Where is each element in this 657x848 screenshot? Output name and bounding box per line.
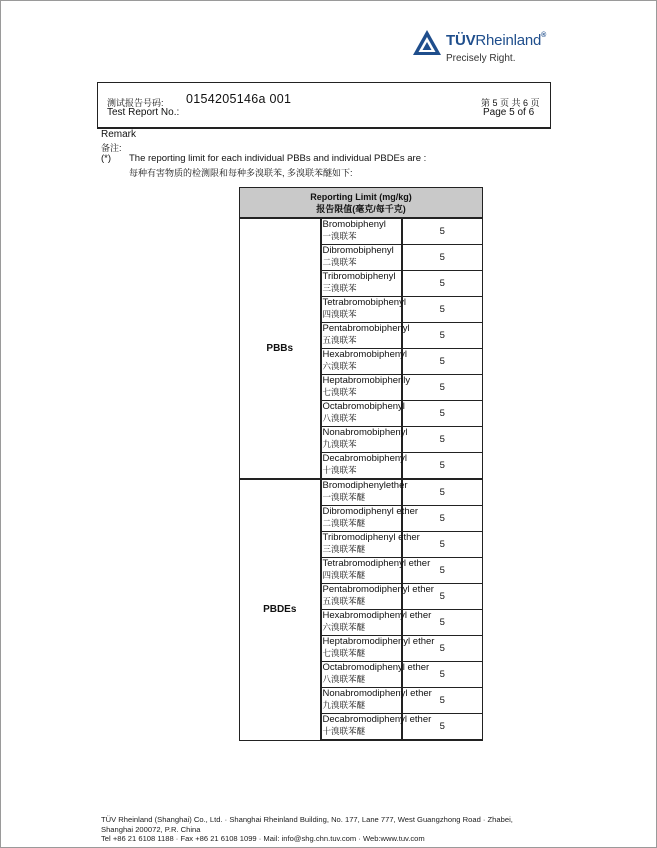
substance-name-en: Hexabromobiphenyl <box>322 349 407 360</box>
substance-name-en: Hexabromodiphenyl ether <box>322 610 432 621</box>
limit-value: 5 <box>402 584 483 610</box>
substance-name-cn: 一溴联苯醚 <box>322 491 366 502</box>
substance-name-en: Pentabromodiphenyl ether <box>322 584 434 595</box>
report-no-label-cn: 测试报告号码: <box>107 98 164 108</box>
logo-brand-rest: Rheinland <box>475 32 542 49</box>
table-header <box>240 188 483 219</box>
substance-cell <box>321 610 432 636</box>
logo-slogan: Precisely Right. <box>446 53 516 64</box>
substance-name-en: Dibromobiphenyl <box>322 245 394 256</box>
substance-name-en: Octabromodiphenyl ether <box>322 662 430 673</box>
substance-cell <box>321 532 420 558</box>
remark-title-en: Remark <box>101 129 137 140</box>
substance-name-en: Decabromodiphenyl ether <box>322 714 432 725</box>
substance-name-en: Pentabromobiphenyl <box>322 323 410 334</box>
substance-name-en: Nonabromobiphenyl <box>322 427 408 438</box>
group-label: PBBs <box>240 218 321 479</box>
substance-name-en: Bromodiphenylether <box>322 480 408 491</box>
substance-name-cn: 四溴联苯 <box>322 308 357 319</box>
substance-cell <box>321 479 408 506</box>
limit-value: 5 <box>402 688 483 714</box>
limit-value: 5 <box>402 349 483 375</box>
substance-name-en: Tetrabromodiphenyl ether <box>322 558 431 569</box>
substance-name-cn: 六溴联苯醚 <box>322 621 366 632</box>
limit-value: 5 <box>402 375 483 401</box>
substance-cell <box>321 558 431 584</box>
substance-name-cn: 七溴联苯醚 <box>322 647 366 658</box>
substance-cell <box>321 714 432 741</box>
limit-value: 5 <box>402 662 483 688</box>
substance-name-cn: 九溴联苯 <box>322 438 357 449</box>
substance-name-cn: 二溴联苯 <box>322 256 357 267</box>
group-label: PBDEs <box>240 479 321 740</box>
footer <box>101 815 513 844</box>
limit-value: 5 <box>402 323 483 349</box>
substance-name-cn: 九溴联苯醚 <box>322 699 366 710</box>
substance-cell <box>321 506 419 532</box>
substance-name-cn: 三溴联苯醚 <box>322 543 366 554</box>
substance-name-cn: 八溴联苯醚 <box>322 673 366 684</box>
substance-name-cn: 八溴联苯 <box>322 412 357 423</box>
substance-cell <box>321 427 408 453</box>
remark-asterisk: (*) <box>101 153 112 164</box>
substance-name-en: Heptabromobiphenly <box>322 375 411 386</box>
substance-cell <box>321 271 402 297</box>
page-indicator-cn: 第 5 页 共 6 页 <box>481 98 540 108</box>
remark-title-cn: 备注: <box>101 143 122 153</box>
limit-value: 5 <box>402 218 483 245</box>
substance-cell <box>321 453 407 480</box>
substance-name-en: Tetrabromobiphenyl <box>322 297 406 308</box>
substance-name-en: Octabromobiphenyl <box>322 401 405 412</box>
table-body <box>240 218 483 740</box>
remark-text-en: The reporting limit for each individual PBBs and individual PBDEs are : <box>129 153 427 164</box>
substance-cell <box>321 636 435 662</box>
limit-value: 5 <box>402 558 483 584</box>
substance-name-en: Bromobiphenyl <box>322 219 386 230</box>
limit-value: 5 <box>402 610 483 636</box>
substance-name-en: Nonabromodiphenyl ether <box>322 688 432 699</box>
substance-cell <box>321 662 430 688</box>
substance-name-cn: 五溴联苯醚 <box>322 595 366 606</box>
table-header-cn: 报告限值(毫克/每千克) <box>316 203 406 214</box>
report-number: 0154205146a 001 <box>186 92 292 106</box>
substance-name-cn: 十溴联苯醚 <box>322 725 366 736</box>
footer-line-3: Tel +86 21 6108 1188 · Fax +86 21 6108 1099 · Mail: info@shg.chn.tuv.com · Web:www.tuv.com <box>101 834 425 843</box>
substance-cell <box>321 297 406 323</box>
substance-name-cn: 四溴联苯醚 <box>322 569 366 580</box>
substance-name-en: Tribromodiphenyl ether <box>322 532 420 543</box>
limit-value: 5 <box>402 271 483 297</box>
report-no-label-en: Test Report No.: <box>107 107 180 118</box>
substance-name-en: Heptabromodiphenyl ether <box>322 636 435 647</box>
substance-cell <box>321 401 405 427</box>
table-header-en: Reporting Limit (mg/kg) <box>310 191 412 202</box>
limit-value: 5 <box>402 427 483 453</box>
substance-name-en: Tribromobiphenyl <box>322 271 396 282</box>
logo-brand <box>446 32 546 49</box>
triangle-logo-icon <box>412 28 442 58</box>
limit-value: 5 <box>402 714 483 741</box>
substance-name-cn: 二溴联苯醚 <box>322 517 366 528</box>
limit-value: 5 <box>402 479 483 506</box>
substance-name-en: Dibromodiphenyl ether <box>322 506 419 517</box>
footer-line-2: Shanghai 200072, P.R. China <box>101 824 201 834</box>
limit-value: 5 <box>402 506 483 532</box>
logo-registered-mark: ® <box>541 32 547 39</box>
substance-cell <box>321 323 410 349</box>
limit-value: 5 <box>402 297 483 323</box>
substance-name-cn: 五溴联苯 <box>322 334 357 345</box>
substance-name-cn: 三溴联苯 <box>322 282 357 293</box>
substance-name-en: Decabromobiphenyl <box>322 453 407 464</box>
tuv-logo <box>412 28 572 68</box>
substance-name-cn: 六溴联苯 <box>322 360 357 371</box>
limit-value: 5 <box>402 532 483 558</box>
page-indicator-en: Page 5 of 6 <box>483 107 535 118</box>
reporting-limit-table <box>239 187 483 741</box>
table-row <box>240 218 483 245</box>
table-row <box>240 479 483 506</box>
substance-cell <box>321 218 402 245</box>
substance-cell <box>321 245 402 271</box>
limit-value: 5 <box>402 245 483 271</box>
logo-brand-main: TÜV <box>446 32 476 49</box>
footer-line-1: TÜV Rheinland (Shanghai) Co., Ltd. · Shanghai Rheinland Building, No. 177, Lane 777, West Guangzhong Road · Zhabei, <box>101 815 513 824</box>
substance-name-cn: 十溴联苯 <box>322 464 357 475</box>
limit-value: 5 <box>402 401 483 427</box>
limit-value: 5 <box>402 636 483 662</box>
report-header-box <box>97 82 551 129</box>
limit-value: 5 <box>402 453 483 480</box>
remark-text-cn: 每种有害物质的检测限和每种多溴联苯, 多溴联苯醚如下: <box>129 168 353 178</box>
substance-name-cn: 七溴联苯 <box>322 386 357 397</box>
substance-name-cn: 一溴联苯 <box>322 230 357 241</box>
substance-cell <box>321 349 407 375</box>
substance-cell <box>321 584 434 610</box>
substance-cell <box>321 375 411 401</box>
substance-cell <box>321 688 432 714</box>
